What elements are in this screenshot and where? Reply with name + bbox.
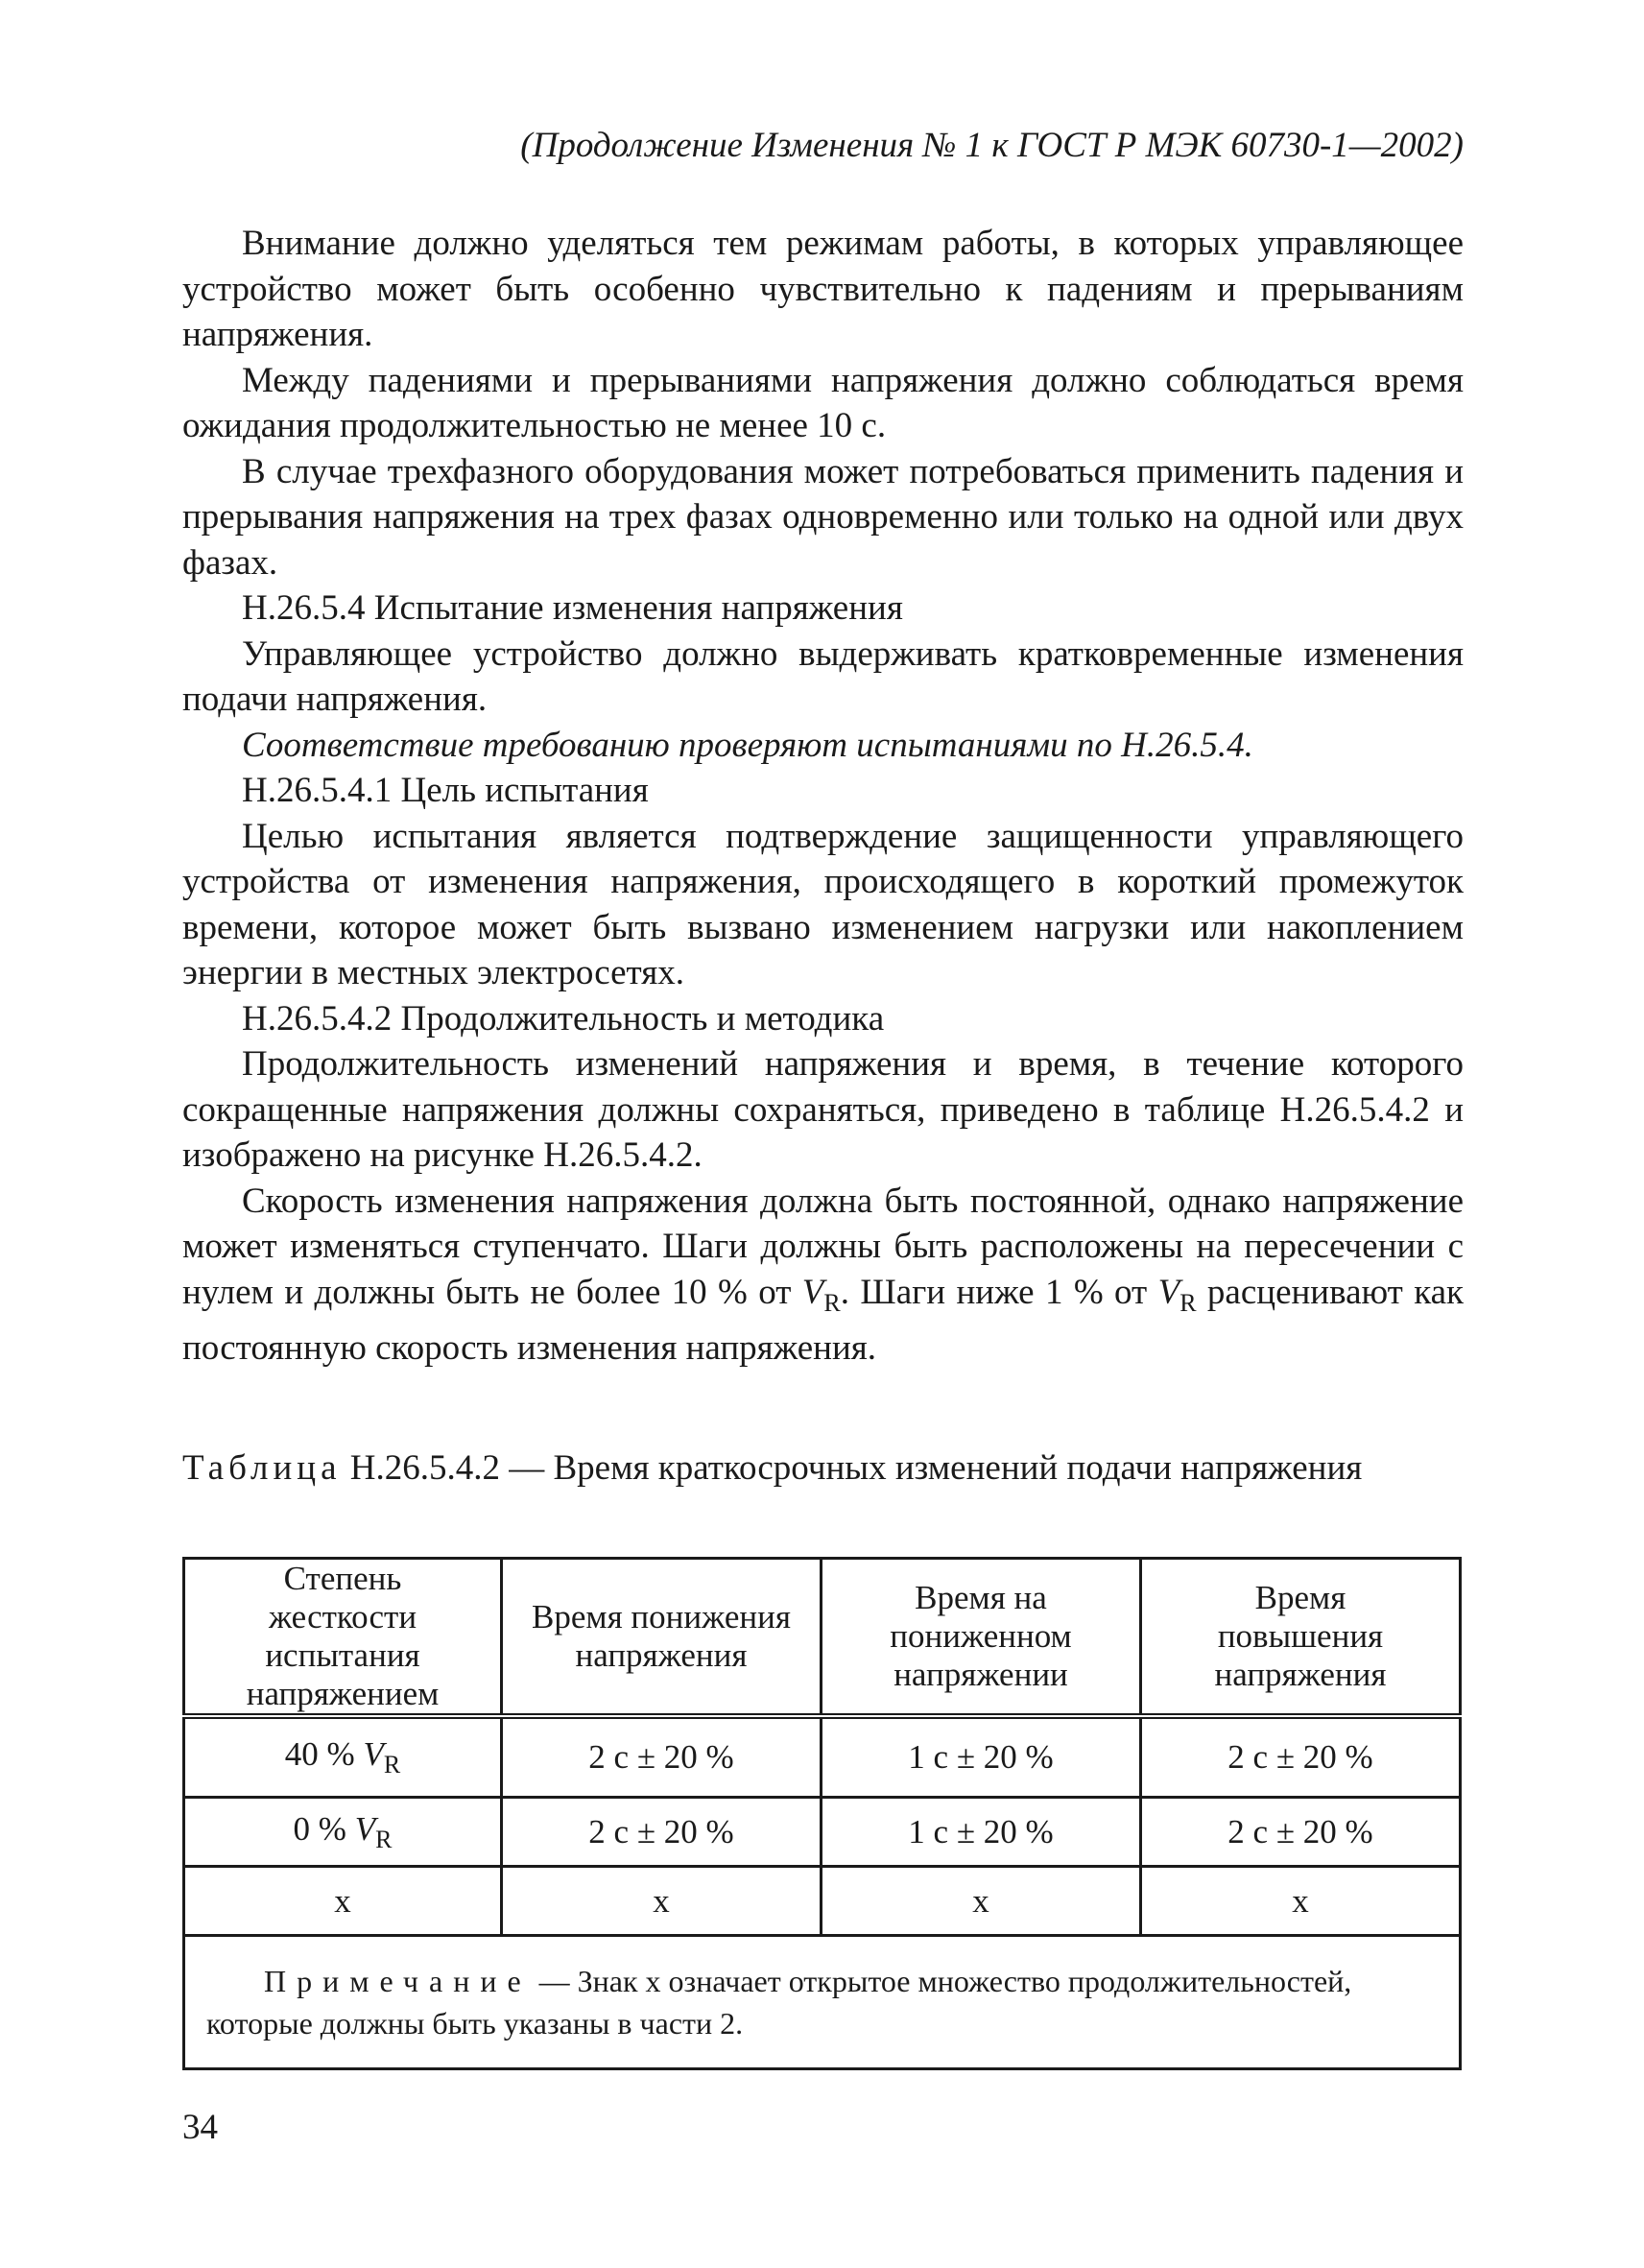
cell-text: 0 % — [293, 1809, 355, 1848]
compliance-note: Соответствие требованию проверяют испытаниями по Н.26.5.4. — [242, 725, 1253, 765]
table-cell: 1 с ± 20 % — [822, 1798, 1141, 1867]
table-cell: 2 с ± 20 % — [1141, 1798, 1461, 1867]
caption-label: Таблица — [182, 1448, 342, 1488]
subscript: R — [383, 1751, 401, 1779]
section-heading: Н.26.5.4.1 Цель испытания — [242, 771, 649, 810]
page-number: 34 — [182, 2108, 218, 2147]
table-row — [184, 1867, 1461, 1936]
variable: V — [363, 1735, 384, 1773]
subscript: R — [1179, 1288, 1197, 1317]
section-heading: Н.26.5.4 Испытание изменения напряжения — [242, 588, 903, 628]
table-cell: 2 с ± 20 % — [1141, 1716, 1461, 1798]
table-cell — [184, 1798, 502, 1867]
table-cell: x — [502, 1867, 822, 1936]
variable: V — [801, 1272, 824, 1312]
paragraph: Управляющее устройство должно выдерживать кратковременные изменения подачи напряжения. — [182, 633, 1464, 719]
paragraph: Целью испытания является подтверждение защищенности управляющего устройства от изменения напряжения, происходящего в короткий промежуток времени, которое может быть вызвано изменением нагрузки или накоплением энергии в местных электросетях. — [182, 816, 1464, 992]
table-note-row — [184, 1936, 1461, 2069]
table-cell — [184, 1716, 502, 1798]
paragraph: Между падениями и прерываниями напряжения должно соблюдаться время ожидания продолжительностью не менее 10 с. — [182, 360, 1464, 445]
table-header: Время понижения напряжения — [502, 1559, 822, 1717]
table-cell: x — [822, 1867, 1141, 1936]
body-text — [182, 221, 1464, 1372]
table-cell: 2 с ± 20 % — [502, 1716, 822, 1798]
text-fragment: расценивают как постоянную скорость изменения напряжения. — [182, 1272, 1465, 1368]
table-cell: 1 с ± 20 % — [822, 1716, 1141, 1798]
table-cell: x — [184, 1867, 502, 1936]
page-header: (Продолжение Изменения № 1 к ГОСТ Р МЭК 60730-1—2002) — [520, 126, 1464, 165]
text-fragment: . Шаги ниже 1 % от — [840, 1272, 1158, 1312]
text-fragment: Скорость изменения напряжения должна быть постоянной, однако напряжение может изменяться ступенчато. Шаги должны быть расположены на пересечении с нулем и должны быть не более 10 % от — [182, 1181, 1464, 1312]
variable: V — [1157, 1272, 1180, 1312]
paragraph — [182, 1179, 1464, 1372]
paragraph: В случае трехфазного оборудования может потребоваться применить падения и прерывания напряжения на трех фазах одновременно или только на одной или двух фазах. — [182, 451, 1464, 583]
cell-text: 40 % — [284, 1735, 364, 1773]
section-heading: Н.26.5.4.2 Продолжительность и методика — [242, 998, 885, 1039]
table-cell: 2 с ± 20 % — [502, 1798, 822, 1867]
table-header: Степень жесткости испытания напряжением — [184, 1559, 502, 1717]
table-header-row — [184, 1559, 1461, 1717]
paragraph: Внимание должно уделяться тем режимам работы, в которых управляющее устройство может быть особенно чувствительно к падениям и прерываниям напряжения. — [182, 224, 1464, 354]
variable: V — [354, 1809, 376, 1848]
note-text: — Знак x означает открытое множество продолжительностей, которые должны быть указаны в части 2. — [206, 1964, 1352, 2041]
table-row — [184, 1716, 1461, 1798]
table-header: Время на пониженном напряжении — [822, 1559, 1141, 1717]
caption-text: Н.26.5.4.2 — Время краткосрочных изменений подачи напряжения — [341, 1448, 1363, 1488]
voltage-variation-table — [182, 1557, 1462, 2070]
table-header: Время повышения напряжения — [1141, 1559, 1461, 1717]
subscript: R — [375, 1825, 393, 1853]
table-row — [184, 1798, 1461, 1867]
subscript: R — [823, 1288, 841, 1317]
note-label: Примечание — [264, 1964, 532, 1998]
paragraph: Продолжительность изменений напряжения и время, в течение которого сокращенные напряжения должны сохраняться, приведено в таблице Н.26.5.4.2 и изображено на рисунке Н.26.5.4.2. — [182, 1044, 1464, 1175]
table-note — [184, 1936, 1461, 2069]
table-cell: x — [1141, 1867, 1461, 1936]
table-caption — [182, 1446, 1464, 1490]
